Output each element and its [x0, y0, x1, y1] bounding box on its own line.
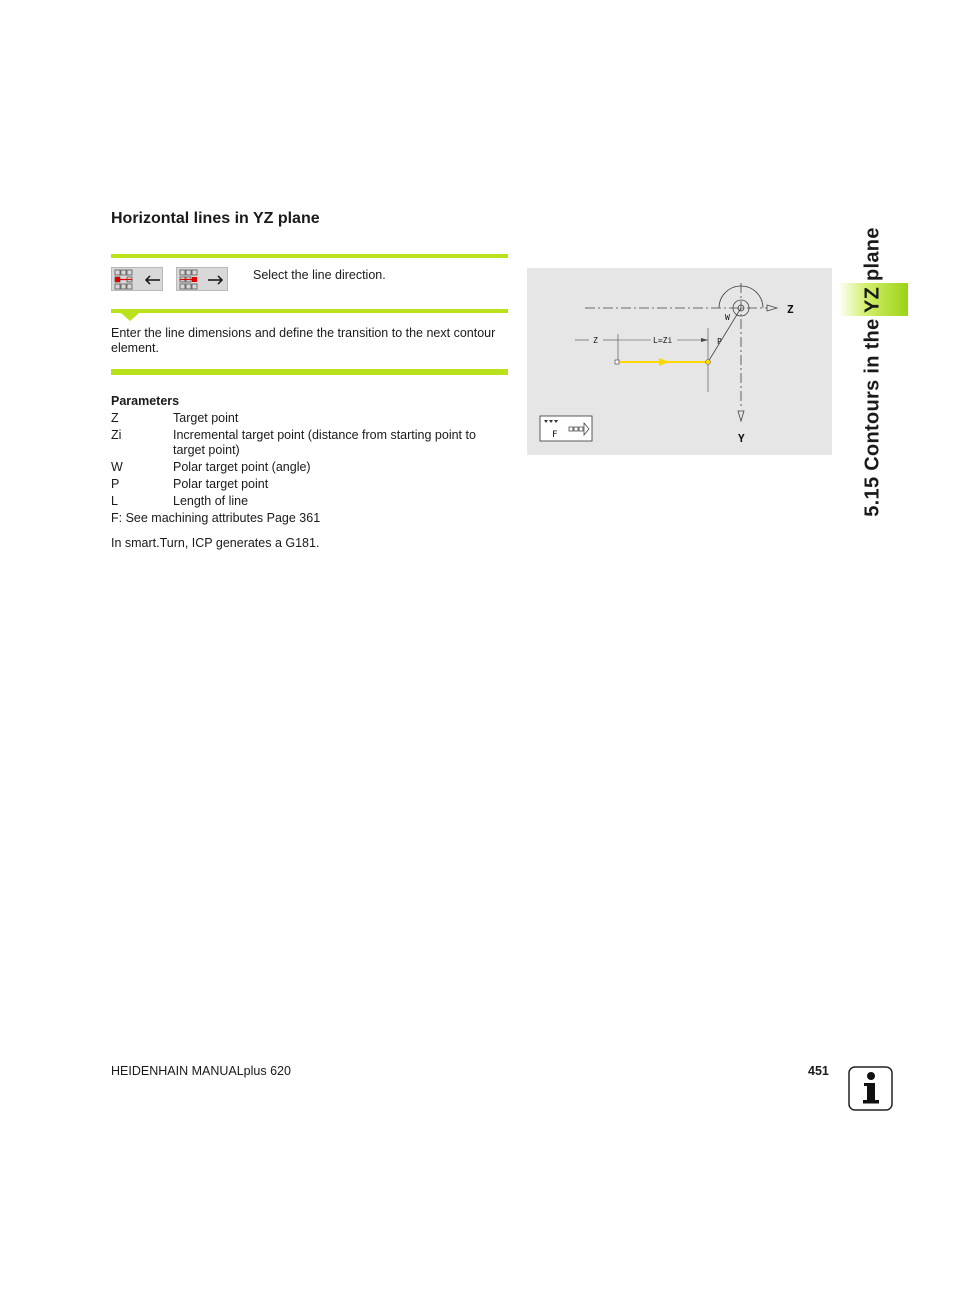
step-enter-dimensions: Enter the line dimensions and define the transition to the next contour element.: [111, 326, 496, 355]
parameter-key: Z: [111, 411, 119, 425]
step-select-direction: Select the line direction.: [253, 268, 386, 282]
smart-turn-note: In smart.Turn, ICP generates a G181.: [111, 536, 320, 550]
y-axis-arrow-icon: [738, 411, 744, 421]
line-left-arrow-icon: [112, 268, 164, 292]
parameter-key: P: [111, 477, 120, 491]
start-point: [615, 360, 619, 364]
contour-arrow-icon: [659, 358, 669, 366]
z-axis-arrow-icon: [767, 305, 777, 311]
parameter-desc: Length of line: [173, 494, 249, 508]
page-number: 451: [808, 1064, 829, 1078]
y-axis-label: Y: [738, 432, 745, 445]
step-pointer: [121, 313, 139, 321]
line-diagram-svg: [527, 268, 832, 455]
line-right-arrow-icon: [177, 268, 229, 292]
softkey-line-left[interactable]: [111, 267, 163, 291]
green-divider: [111, 254, 508, 258]
green-divider: [111, 309, 508, 313]
green-divider: [111, 369, 508, 375]
machining-attributes-note: F: See machining attributes Page 361: [111, 511, 321, 525]
w-label: W: [725, 313, 730, 322]
z-dim-label: Z: [593, 336, 598, 345]
parameter-key: Zi: [111, 428, 122, 442]
softkey-line-right[interactable]: [176, 267, 228, 291]
parameter-desc: Polar target point: [173, 477, 269, 491]
p-label: P: [717, 337, 722, 346]
z-axis-label: Z: [787, 303, 794, 316]
parameter-key: W: [111, 460, 123, 474]
section-title: Horizontal lines in YZ plane: [111, 210, 320, 227]
line-diagram: [527, 268, 832, 455]
parameter-desc: Incremental target point (distance from starting point to target point): [173, 428, 476, 457]
f-label: F: [552, 430, 558, 440]
info-icon: [848, 1066, 893, 1111]
l-dim-label: L=Zi: [653, 336, 673, 345]
parameters-heading: Parameters: [111, 394, 180, 408]
footer-manual-name: HEIDENHAIN MANUALplus 620: [111, 1064, 291, 1078]
chapter-side-title: 5.15 Contours in the YZ plane: [861, 227, 884, 517]
end-point: [706, 360, 711, 365]
parameter-desc: Polar target point (angle): [173, 460, 311, 474]
dim-arrow-icon: [701, 338, 708, 342]
parameter-key: L: [111, 494, 118, 508]
parameter-desc: Target point: [173, 411, 239, 425]
